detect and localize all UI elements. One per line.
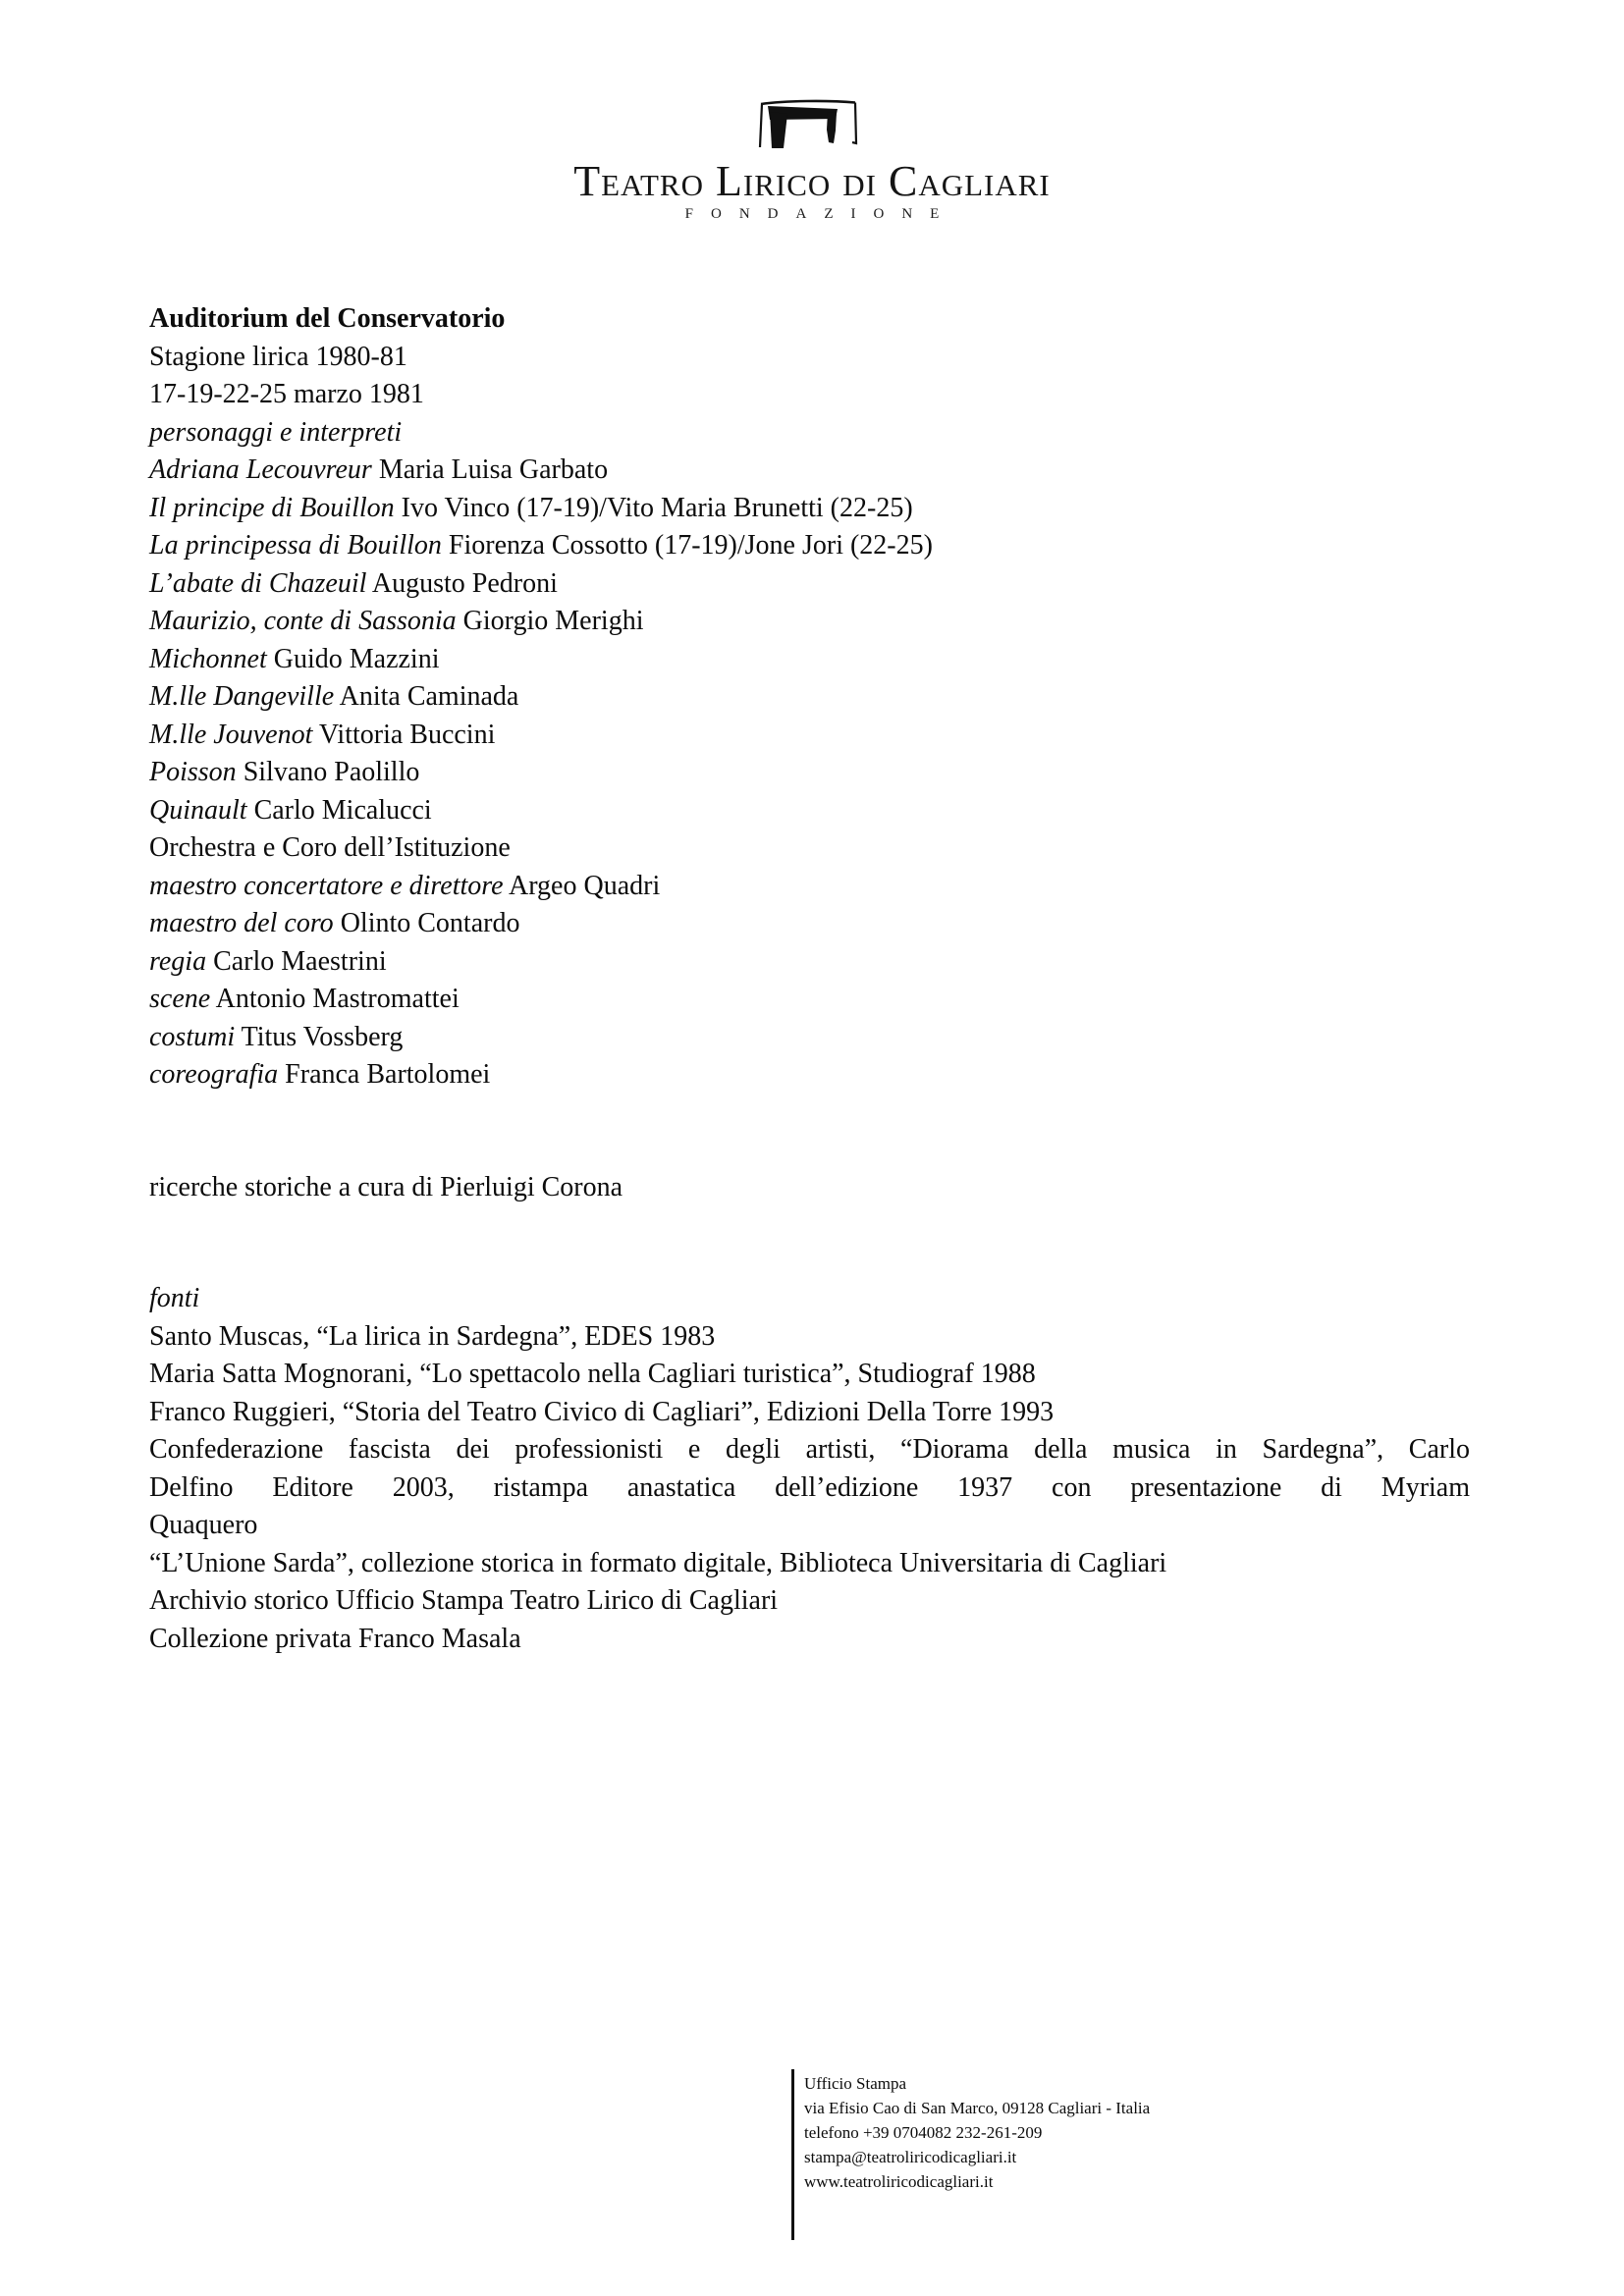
source-line (149, 1318, 1470, 1357)
program-line-segment: Silvano Paolillo (236, 757, 420, 787)
program-line (149, 414, 1470, 453)
footer-line: via Efisio Cao di San Marco, 09128 Cagliari - Italia (804, 2099, 1151, 2117)
program-line-segment: Olinto Contardo (333, 908, 520, 938)
source-line-segment: “L’Unione Sarda”, collezione storica in formato digitale, Biblioteca Universitaria di Cagliari (149, 1547, 1167, 1578)
program-line (149, 829, 1470, 868)
source-line-segment: Delfino Editore 2003, ristampa anastatica dell’edizione 1937 con presentazione di Myriam (149, 1471, 1470, 1503)
program-line-segment: L’abate di Chazeuil (149, 567, 367, 599)
program-line-segment: Adriana Lecouvreur (149, 454, 372, 485)
program-line-segment: 17-19-22-25 marzo 1981 (149, 379, 424, 409)
program-line-segment: Augusto Pedroni (366, 567, 558, 599)
footer-line: www.teatroliricodicagliari.it (804, 2172, 994, 2191)
program-line-segment: La principessa di Bouillon (149, 530, 442, 561)
program-line (149, 905, 1470, 943)
program-line-segment: Il principe di Bouillon (149, 492, 395, 523)
source-line-segment: fonti (149, 1283, 200, 1313)
program-line-segment: Antonio Mastromattei (210, 984, 460, 1014)
program-line-segment: Ivo Vinco (17-19)/Vito Maria Brunetti (22-25) (394, 492, 913, 523)
program-line-segment: Poisson (149, 757, 237, 787)
program-line-segment: Michonnet (149, 643, 267, 674)
program-line-segment: Auditorium del Conservatorio (149, 303, 506, 334)
research-credit-line (149, 1169, 1470, 1207)
source-line (149, 1621, 1470, 1659)
source-line (149, 1394, 1470, 1432)
source-line-segment: Collezione privata Franco Masala (149, 1623, 521, 1654)
source-line (149, 1356, 1470, 1394)
program-line (149, 376, 1470, 414)
footer-contact-block (804, 2071, 1491, 2194)
footer-line: Ufficio Stampa (804, 2074, 907, 2093)
program-line-segment: Orchestra e Coro dell’Istituzione (149, 832, 511, 863)
logo-title: Teatro Lirico di Cagliari (573, 157, 1051, 205)
program-line-segment: Maria Luisa Garbato (371, 454, 609, 485)
stage-arch-icon (757, 97, 859, 150)
source-line-segment: Santo Muscas, “La lirica in Sardegna”, EDES 1983 (149, 1320, 716, 1352)
program-line (149, 452, 1470, 490)
program-line-segment: Maurizio, conte di Sassonia (149, 606, 457, 636)
source-line (149, 1545, 1470, 1583)
program-line (149, 1019, 1470, 1057)
sources-block (149, 1280, 1470, 1658)
program-line-segment: Argeo Quadri (503, 870, 661, 901)
source-line-segment: Archivio storico Ufficio Stampa Teatro Lirico di Cagliari (149, 1585, 779, 1616)
program-line (149, 1056, 1470, 1095)
program-line-segment: Franca Bartolomei (278, 1059, 491, 1090)
source-line (149, 1469, 1470, 1508)
program-cast-block (149, 300, 1470, 1095)
program-line-segment: maestro del coro (149, 908, 334, 938)
program-line (149, 527, 1470, 565)
program-line-segment: Giorgio Merighi (456, 606, 644, 636)
program-line-segment: M.lle Jouvenot (149, 719, 313, 750)
source-line (149, 1431, 1470, 1469)
program-line-segment: coreografia (149, 1059, 279, 1090)
program-line (149, 868, 1470, 906)
program-line (149, 339, 1470, 377)
program-line (149, 300, 1470, 339)
program-line (149, 717, 1470, 755)
source-line-segment: Confederazione fascista dei professionisti e degli artisti, “Diorama della musica in Sardegna”, Carlo (149, 1434, 1470, 1465)
program-line-segment: Vittoria Buccini (312, 719, 496, 750)
program-line-segment: regia (149, 945, 207, 977)
program-line (149, 981, 1470, 1019)
logo-subtitle: FONDAZIONE (684, 206, 957, 222)
program-line (149, 603, 1470, 641)
source-line (149, 1582, 1470, 1621)
footer-line: stampa@teatroliricodicagliari.it (804, 2148, 1017, 2166)
program-line (149, 490, 1470, 528)
program-line (149, 792, 1470, 830)
program-line-segment: M.lle Dangeville (149, 681, 335, 712)
program-line (149, 678, 1470, 717)
source-line (149, 1280, 1470, 1318)
program-line (149, 641, 1470, 679)
program-line-segment: Titus Vossberg (235, 1021, 404, 1052)
text-line: ricerche storiche a cura di Pierluigi Corona (149, 1172, 623, 1202)
program-line-segment: maestro concertatore e direttore (149, 870, 504, 901)
source-line (149, 1507, 1470, 1545)
program-line-segment: personaggi e interpreti (149, 416, 403, 448)
source-line-segment: Maria Satta Mognorani, “Lo spettacolo nella Cagliari turistica”, Studiograf 1988 (149, 1359, 1036, 1389)
program-line-segment: Anita Caminada (334, 681, 519, 712)
source-line-segment: Franco Ruggieri, “Storia del Teatro Civico di Cagliari”, Edizioni Della Torre 1993 (149, 1396, 1055, 1427)
program-line (149, 565, 1470, 604)
program-line-segment: Quinault (149, 794, 247, 826)
program-line-segment: Guido Mazzini (266, 643, 440, 674)
program-line-segment: Carlo Micalucci (246, 794, 432, 826)
footer-line: telefono +39 0704082 232-261-209 (804, 2123, 1043, 2142)
footer-vertical-rule (791, 2069, 794, 2240)
program-line (149, 754, 1470, 792)
program-line-segment: Carlo Maestrini (206, 945, 387, 977)
program-line (149, 943, 1470, 982)
program-line-segment: scene (149, 984, 211, 1014)
source-line-segment: Quaquero (149, 1510, 258, 1540)
program-line-segment: costumi (149, 1021, 236, 1052)
program-line-segment: Fiorenza Cossotto (17-19)/Jone Jori (22-25) (441, 530, 933, 561)
program-line-segment: Stagione lirica 1980-81 (149, 341, 407, 372)
